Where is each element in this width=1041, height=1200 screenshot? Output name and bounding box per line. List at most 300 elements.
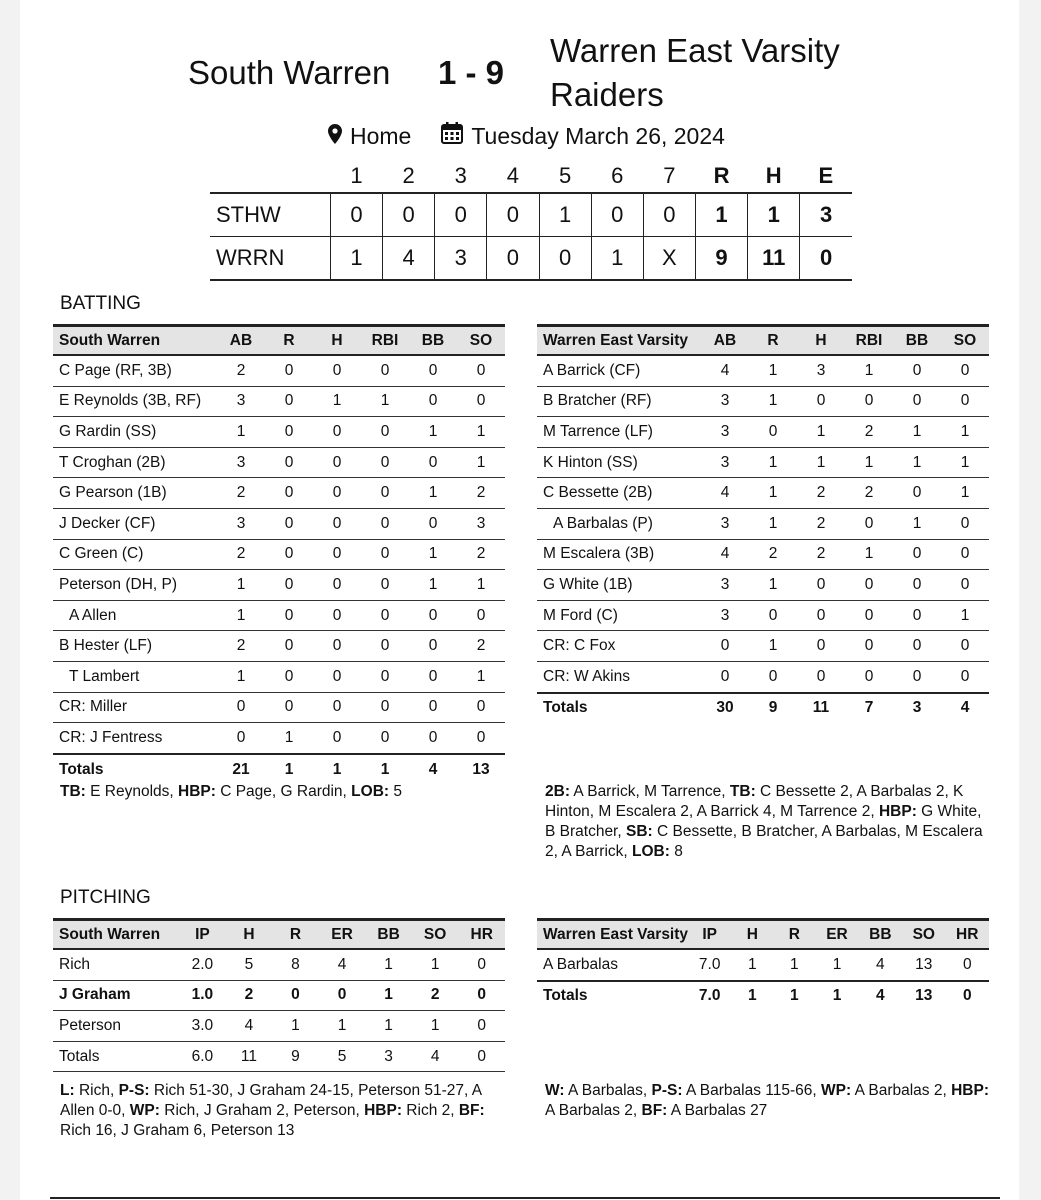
stat-cell: 1 [409,417,457,448]
totals-row [53,754,505,785]
stat-cell: 0 [313,478,361,509]
stat-cell: 0 [361,447,409,478]
note-label: TB: [60,783,86,800]
totals-row [537,693,989,724]
table-header-stat: SO [412,920,459,950]
pitching-table-south-warren [53,918,505,1072]
stat-cell: 3 [701,386,749,417]
stat-cell: 0 [313,355,361,386]
table-header-row [537,920,989,950]
stat-cell: 1 [749,386,797,417]
stat-cell: 3.0 [179,1011,226,1042]
player-name: A Barbalas [537,949,688,981]
note-text: Rich 51-30, J Graham 24-15, Peterson 51-27, A Allen 0-0, [60,1082,482,1119]
stat-cell: 0 [941,355,989,386]
stat-cell: 1 [893,447,941,478]
stat-cell: 0 [893,539,941,570]
stat-cell: 0 [457,355,505,386]
note-text: E Reynolds, [85,783,179,800]
stat-cell: 0 [265,447,313,478]
player-name: M Ford (C) [537,600,701,631]
note-label: 2B: [545,783,570,800]
stat-cell: 2 [217,631,265,662]
linescore-header-cell: 2 [402,163,415,188]
stat-cell: 0 [457,600,505,631]
stat-cell: 4 [409,754,457,785]
stat-cell: 0 [313,570,361,601]
location-label: Home [350,122,412,149]
note-label: W: [545,1082,565,1099]
stat-cell: 0 [313,723,361,754]
stat-cell: 0 [941,539,989,570]
table-row [537,386,989,417]
stat-cell: 0 [361,692,409,723]
stat-cell: 0 [458,949,505,980]
linescore-cell: 1 [748,193,800,237]
stat-cell: 1 [893,508,941,539]
note-text: Rich 16, J Graham 6, Peterson 13 [60,1122,295,1139]
note-text: A Barbalas 2, [545,1102,642,1119]
stat-cell: 0 [409,355,457,386]
stat-cell: 1 [731,949,773,981]
stat-cell: 0 [797,600,845,631]
stat-cell: 9 [749,693,797,724]
stat-cell: 4 [701,478,749,509]
location-pin-icon [328,123,342,150]
stat-cell: 0 [797,570,845,601]
stat-cell: 0 [361,570,409,601]
table-row [53,447,505,478]
stat-cell: 1 [365,949,412,980]
stat-cell: 0 [217,692,265,723]
stat-cell: 1 [365,980,412,1011]
stat-cell: 3 [701,600,749,631]
linescore-row [210,237,852,281]
table-row [53,539,505,570]
linescore-cell: 0 [643,193,695,237]
pitching-notes-warren-east [545,1081,995,1121]
stat-cell: 1 [797,417,845,448]
stat-cell: 1 [773,981,815,1012]
stat-cell: 5 [319,1041,366,1072]
stat-cell: 1 [272,1011,319,1042]
stat-cell: 0 [893,661,941,692]
stat-cell: 0 [893,386,941,417]
stat-cell: 2 [217,478,265,509]
stat-cell: 0 [361,600,409,631]
stat-cell: 2.0 [179,949,226,980]
stat-cell: 1 [457,661,505,692]
stat-cell: 1 [361,386,409,417]
stat-cell: 7 [845,693,893,724]
stat-cell: 0 [941,631,989,662]
player-name: Totals [537,981,688,1012]
stat-cell: 0 [797,661,845,692]
final-score: 1 - 9 [438,54,505,91]
note-label: LOB: [632,843,670,860]
stat-cell: 0 [701,631,749,662]
stat-cell: 0 [319,980,366,1011]
game-meta [328,122,725,150]
player-name: B Hester (LF) [53,631,217,662]
table-row [537,508,989,539]
note-text: A Barbalas 2, [851,1082,952,1099]
note-text: C Bessette 2, A Barbalas 2, K Hinton, M Escalera 2, A Barrick 4, M Tarrence 2, [545,783,964,820]
stat-cell: 13 [457,754,505,785]
stat-cell: 0 [313,692,361,723]
note-label: HBP: [951,1082,989,1099]
stat-cell: 0 [893,631,941,662]
batting-table-south-warren [53,324,505,784]
stat-cell: 4 [941,693,989,724]
player-name: CR: J Fentress [53,723,217,754]
linescore-header-cell: 4 [506,163,520,188]
player-name: G White (1B) [537,570,701,601]
stat-cell: 0 [893,600,941,631]
stat-cell: 0 [701,661,749,692]
stat-cell: 1 [409,539,457,570]
table-header-stat: H [797,326,845,356]
player-name: M Tarrence (LF) [537,417,701,448]
stat-cell: 0 [361,478,409,509]
stat-cell: 0 [845,661,893,692]
table-header-stat: H [731,920,773,950]
table-header-stat: BB [365,920,412,950]
note-label: P-S: [118,1082,150,1099]
stat-cell: 11 [226,1041,273,1072]
table-row [53,570,505,601]
stat-cell: 1 [845,539,893,570]
stat-cell: 0 [265,478,313,509]
stat-cell: 0 [313,508,361,539]
note-label: HBP: [364,1102,402,1119]
table-header-stat: R [749,326,797,356]
stat-cell: 1 [749,508,797,539]
player-name: Peterson [53,1011,179,1042]
pitching-table-warren-east [537,918,989,1011]
stat-cell: 1 [217,600,265,631]
stat-cell: 0 [265,600,313,631]
totals-row [537,981,989,1012]
linescore-header-cell: 3 [454,163,467,188]
batting-section-title: BATTING [60,293,141,314]
stat-cell: 2 [457,478,505,509]
stat-cell: 3 [701,508,749,539]
linescore-header-cell: H [765,163,782,188]
stat-cell: 0 [749,600,797,631]
linescore-cell: 3 [435,237,487,281]
stat-cell: 0 [313,447,361,478]
batting-table-warren-east [537,324,989,723]
stat-cell: 0 [265,508,313,539]
player-name: C Bessette (2B) [537,478,701,509]
player-name: A Barbalas (P) [537,508,701,539]
table-row [53,355,505,386]
home-team-title-line2: Raiders [550,76,664,113]
stat-cell: 1 [749,447,797,478]
linescore-cell: 0 [435,193,487,237]
stat-cell: 1 [845,447,893,478]
linescore-cell: 0 [539,237,591,281]
stat-cell: 0 [265,570,313,601]
stat-cell: 2 [412,980,459,1011]
table-header-stat: IP [688,920,731,950]
table-header-stat: R [773,920,815,950]
stat-cell: 0 [313,600,361,631]
linescore-cell: 1 [539,193,591,237]
stat-cell: 0 [361,661,409,692]
linescore-cell: X [643,237,695,281]
table-header-team: South Warren [53,326,217,356]
table-header-stat: H [313,326,361,356]
stat-cell: 0 [941,386,989,417]
stat-cell: 21 [217,754,265,785]
linescore-table [210,160,852,281]
stat-cell: 2 [217,539,265,570]
stat-cell: 1 [412,949,459,980]
stat-cell: 4 [319,949,366,980]
note-text: C Page, G Rardin, [215,783,352,800]
stat-cell: 0 [797,631,845,662]
stat-cell: 1 [412,1011,459,1042]
stat-cell: 13 [902,949,945,981]
linescore-cell: 11 [748,237,800,281]
stat-cell: 3 [797,355,845,386]
player-name: J Graham [53,980,179,1011]
note-label: BF: [641,1102,668,1119]
player-name: Totals [53,1041,179,1072]
stat-cell: 2 [797,478,845,509]
stat-cell: 0 [361,355,409,386]
stat-cell: 1 [217,417,265,448]
linescore-cell: 1 [695,193,747,237]
stat-cell: 2 [457,631,505,662]
stat-cell: 1 [941,417,989,448]
player-name: A Allen [53,600,217,631]
player-name: G Pearson (1B) [53,478,217,509]
stat-cell: 4 [701,539,749,570]
table-row [537,447,989,478]
linescore-cell: 4 [383,237,435,281]
table-header-stat: R [265,326,313,356]
table-row [537,539,989,570]
stat-cell: 1 [265,754,313,785]
table-header-stat: AB [217,326,265,356]
stat-cell: 0 [946,981,990,1012]
table-row [53,508,505,539]
note-text: Rich 2, [402,1102,459,1119]
linescore-header-cell: R [713,163,730,188]
table-header-stat: RBI [845,326,893,356]
table-row [53,980,505,1011]
stat-cell: 0 [941,570,989,601]
stat-cell: 4 [701,355,749,386]
player-name: B Bratcher (RF) [537,386,701,417]
stat-cell: 0 [313,539,361,570]
stat-cell: 0 [361,539,409,570]
stat-cell: 2 [797,539,845,570]
stat-cell: 5 [226,949,273,980]
table-row [53,631,505,662]
stat-cell: 0 [217,723,265,754]
stat-cell: 0 [457,386,505,417]
stat-cell: 30 [701,693,749,724]
note-text: A Barrick, M Tarrence, [569,783,730,800]
stat-cell: 1 [749,355,797,386]
stat-cell: 0 [265,661,313,692]
linescore-team: STHW [210,193,330,237]
stat-cell: 0 [893,478,941,509]
linescore-cell: 0 [487,237,539,281]
stat-cell: 4 [859,981,902,1012]
table-header-stat: BB [893,326,941,356]
linescore-header-blank [210,160,330,193]
stat-cell: 1 [217,570,265,601]
player-name: C Green (C) [53,539,217,570]
stat-cell: 3 [217,447,265,478]
stat-cell: 0 [749,661,797,692]
player-name: K Hinton (SS) [537,447,701,478]
table-row [53,386,505,417]
linescore-header-cell: 5 [558,163,572,188]
table-row [53,723,505,754]
stat-cell: 0 [946,949,990,981]
stat-cell: 11 [797,693,845,724]
linescore-header-cell: 6 [611,163,624,188]
note-label: BF: [458,1102,485,1119]
note-text: G White, B Bratcher, [545,803,982,840]
stat-cell: 1.0 [179,980,226,1011]
table-row [53,417,505,448]
pitching-notes-south-warren [60,1081,490,1141]
stat-cell: 1 [361,754,409,785]
table-header-team: Warren East Varsity [537,920,688,950]
stat-cell: 6.0 [179,1041,226,1072]
note-text: A Barbalas, [564,1082,652,1099]
batting-notes-warren-east [545,782,995,862]
table-header-stat: HR [946,920,990,950]
stat-cell: 0 [265,355,313,386]
stat-cell: 1 [313,754,361,785]
stat-cell: 0 [893,355,941,386]
table-header-stat: SO [941,326,989,356]
table-header-team: South Warren [53,920,179,950]
player-name: A Barrick (CF) [537,355,701,386]
stat-cell: 0 [409,386,457,417]
stat-cell: 0 [941,508,989,539]
player-name: Rich [53,949,179,980]
stat-cell: 0 [409,447,457,478]
stat-cell: 0 [458,1011,505,1042]
table-header-stat: AB [701,326,749,356]
stat-cell: 1 [457,417,505,448]
stat-cell: 2 [845,417,893,448]
table-row [537,600,989,631]
linescore-cell: 0 [800,237,852,281]
player-name: Totals [537,693,701,724]
stat-cell: 9 [272,1041,319,1072]
stat-cell: 1 [815,981,858,1012]
stat-cell: 3 [217,386,265,417]
stat-cell: 1 [797,447,845,478]
linescore-cell: 9 [695,237,747,281]
stat-cell: 0 [265,417,313,448]
stat-cell: 3 [701,417,749,448]
note-label: HBP: [178,783,216,800]
table-row [53,949,505,980]
table-header-stat: H [226,920,273,950]
linescore-header-cell: 7 [663,163,676,188]
table-header-row [53,326,505,356]
stat-cell: 4 [226,1011,273,1042]
stat-cell: 3 [217,508,265,539]
stat-cell: 2 [797,508,845,539]
stat-cell: 3 [701,447,749,478]
table-header-stat: ER [815,920,858,950]
table-row [537,355,989,386]
pitching-section-title: PITCHING [60,887,151,908]
stat-cell: 0 [893,570,941,601]
note-label: WP: [821,1082,852,1099]
table-header-stat: SO [902,920,945,950]
note-text: 8 [669,843,683,860]
note-text: Rich, J Graham 2, Peterson, [159,1102,365,1119]
table-header-stat: HR [458,920,505,950]
linescore-cell: 0 [330,193,382,237]
stat-cell: 0 [457,723,505,754]
linescore-team: WRRN [210,237,330,281]
table-header-stat: BB [409,326,457,356]
linescore-cell: 0 [383,193,435,237]
table-row [537,661,989,692]
stat-cell: 3 [701,570,749,601]
stat-cell: 1 [319,1011,366,1042]
stat-cell: 0 [361,631,409,662]
stat-cell: 1 [265,723,313,754]
home-team-title-line1: Warren East Varsity [550,32,840,69]
stat-cell: 0 [361,417,409,448]
table-row [53,478,505,509]
stat-cell: 0 [845,600,893,631]
linescore-header-cell: 1 [350,163,363,188]
note-text: A Barbalas 115-66, [682,1082,821,1099]
stat-cell: 0 [845,386,893,417]
stat-cell: 0 [272,980,319,1011]
table-row [537,478,989,509]
stat-cell: 8 [272,949,319,980]
player-name: G Rardin (SS) [53,417,217,448]
stat-cell: 4 [859,949,902,981]
stat-cell: 0 [409,661,457,692]
table-row [537,570,989,601]
stat-cell: 1 [365,1011,412,1042]
stat-cell: 0 [361,723,409,754]
note-text: 5 [389,783,402,800]
stat-cell: 1 [749,631,797,662]
stat-cell: 2 [217,355,265,386]
stat-cell: 1 [941,447,989,478]
table-row [537,949,989,981]
stat-cell: 1 [773,949,815,981]
stat-cell: 3 [365,1041,412,1072]
stat-cell: 1 [749,570,797,601]
linescore-cell: 0 [487,193,539,237]
table-header-stat: R [272,920,319,950]
note-text: C Bessette, B Bratcher, A Barbalas, M Escalera 2, A Barrick, [545,823,983,860]
player-name: T Lambert [53,661,217,692]
stat-cell: 0 [265,386,313,417]
bottom-divider [50,1197,1000,1199]
